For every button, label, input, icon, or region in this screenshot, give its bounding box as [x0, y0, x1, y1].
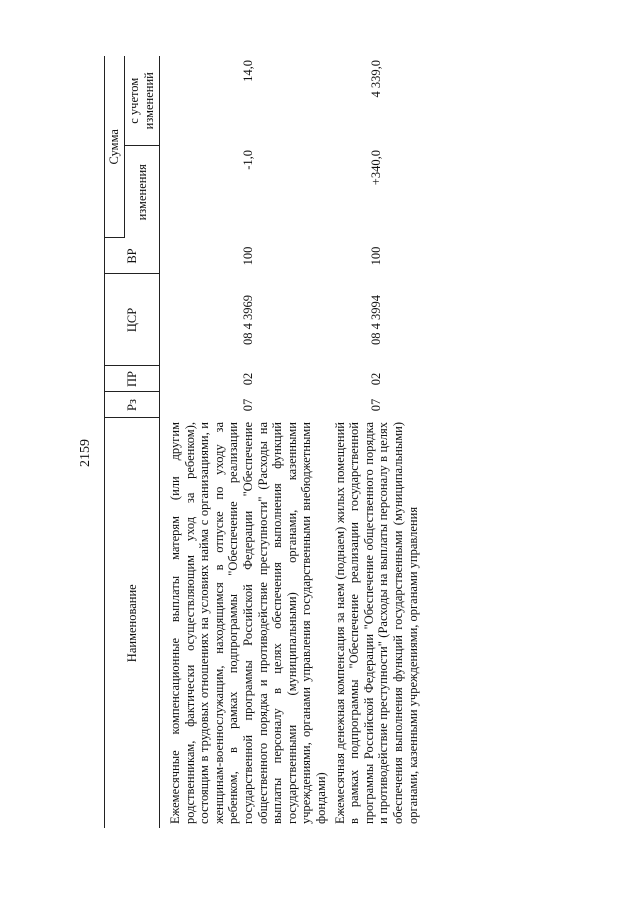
- header-vr: ВР: [105, 238, 160, 274]
- row-rz: 07: [368, 398, 383, 411]
- row-csr: 08 4 3969: [240, 294, 255, 345]
- row-pr: 02: [240, 372, 255, 385]
- row-rz: 07: [240, 398, 255, 411]
- header-sum: Сумма: [105, 56, 125, 238]
- table-row: [331, 56, 423, 828]
- row-total: 4 339,0: [368, 59, 383, 97]
- row-csr: 08 4 3994: [368, 294, 383, 345]
- budget-table: [104, 56, 422, 828]
- row-change: -1,0: [240, 149, 255, 170]
- row-total: 14,0: [240, 59, 255, 82]
- document-page: [40, 58, 600, 848]
- header-rz: Рз: [105, 392, 160, 418]
- row-name: Ежемесячная денежная компенсация за наем (поднаем) жилых помещений в рамках подпрограммы "Обеспечение реализации государственной программы Российской Федерации "Обеспечение общественного порядка и противодействие преступности" (Расходы на выплаты персоналу в целях обеспечения выполнения функций государственными (муниципальными) органами, казенными учреждениями, органами управления: [332, 421, 420, 824]
- row-change: +340,0: [368, 149, 383, 185]
- header-pr: ПР: [105, 366, 160, 392]
- header-change: изменения: [125, 146, 160, 238]
- row-vr: 100: [368, 246, 383, 265]
- row-vr: 100: [240, 246, 255, 265]
- header-with-changes: с учетом изменений: [125, 56, 160, 146]
- table-row: [166, 56, 331, 828]
- header-name: Наименование: [105, 418, 160, 828]
- row-pr: 02: [368, 372, 383, 385]
- page-number: 2159: [78, 438, 93, 467]
- row-name: Ежемесячные компенсационные выплаты матерям (или другим родственникам, фактически осуществляющим уход за ребенком), состоящим в трудовых отношениях на условиях найма с организациями, и женщинам-военнослужащим, находящимся в отпуске по уходу за ребенком, в рамках подпрограммы "Обеспечение реализации государственной программы Российской Федерации "Обеспечение общественного порядка и противодействие преступности" (Расходы на выплаты персоналу в целях обеспечения выполнения функций государственными (муниципальными) органами, казенными учреждениями, органами управления государственными внебюджетными фондами): [168, 421, 328, 824]
- header-csr: ЦСР: [105, 274, 160, 366]
